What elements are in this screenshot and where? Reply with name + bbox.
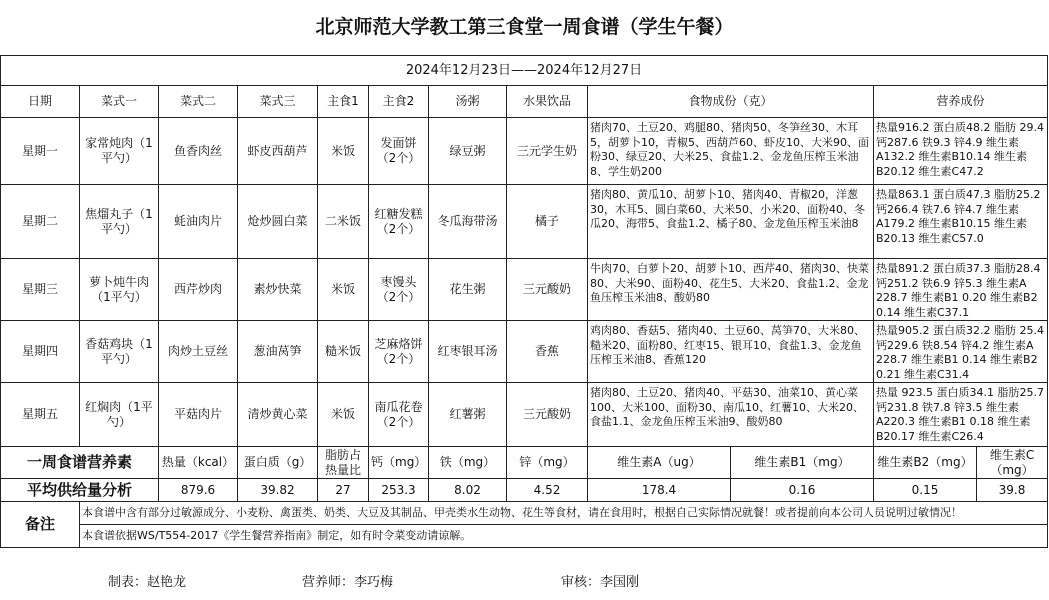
summary-col-name: 热量（kcal） [159,447,238,479]
footer-reviewer: 审核：李国刚 [561,575,640,590]
dish3-cell: 炝炒圆白菜 [238,185,318,259]
soup-cell: 绿豆粥 [429,118,507,185]
staple1-cell: 米饭 [318,383,369,447]
dish3-cell: 葱油莴笋 [238,321,318,383]
soup-cell: 红枣银耳汤 [429,321,507,383]
menu-table [0,55,1048,548]
summary-label: 一周食谱营养素 [1,447,159,479]
staple1-cell: 米饭 [318,118,369,185]
summary-value: 8.02 [429,479,507,502]
header-cell: 菜式二 [159,86,238,118]
header-cell: 菜式三 [238,86,318,118]
notes-row [1,525,1048,548]
header-cell: 营养成份 [874,86,1048,118]
dish1-cell: 红焖肉（1平勺） [80,383,159,447]
fruit-cell: 三元酸奶 [507,383,588,447]
ingredients-cell: 猪肉80、土豆20、猪肉40、平菇30、油菜10、黄心菜100、大米100、面粉30、南瓜10、红薯10、大米20、食盐1.1、金龙鱼压榨玉米油9、酸奶80 [588,383,874,447]
header-cell: 日期 [1,86,80,118]
dish2-cell: 平菇肉片 [159,383,238,447]
staple1-cell: 二米饭 [318,185,369,259]
summary-col-name: 钙（mg） [369,447,429,479]
summary-col-name: 维生素C（mg） [977,447,1048,479]
dish1-cell: 香菇鸡块（1平勺） [80,321,159,383]
header-cell: 水果饮品 [507,86,588,118]
ingredients-cell: 猪肉70、土豆20、鸡腿80、猪肉50、冬笋丝30、木耳5，胡萝卜10，青椒5、西葫芦60、虾皮10、大米90、面粉30、绿豆20、大米25、食盐1.2、金龙鱼压榨玉米油8、学生奶200 [588,118,874,185]
summary-value: 0.15 [874,479,977,502]
nutrition-cell: 热量891.2 蛋白质37.3 脂肪28.4 钙251.2 铁6.9 锌5.3 维生素A 228.7 维生素B1 0.20 维生素B2 0.14 维生素C37.1 [874,259,1048,321]
dish2-cell: 蚝油肉片 [159,185,238,259]
summary-value: 4.52 [507,479,588,502]
header-cell: 食物成份（克） [588,86,874,118]
fruit-cell: 香蕉 [507,321,588,383]
dish1-cell: 焦熘丸子（1平勺） [80,185,159,259]
ingredients-cell: 猪肉80、黄瓜10、胡萝卜10、猪肉40、青椒20，洋葱30，木耳5、圆白菜60、大米50、小米20、面粉40、冬瓜20、海带5、食盐1.2、橘子80、金龙鱼压榨玉米油8 [588,185,874,259]
header-row [1,86,1048,118]
notes-label: 备注 [1,502,80,548]
summary-col-name: 维生素B1（mg） [731,447,874,479]
day-row [1,185,1048,259]
soup-cell: 花生粥 [429,259,507,321]
summary-header-row [1,447,1048,479]
summary-value: 39.82 [238,479,318,502]
day-row [1,383,1048,447]
fruit-cell: 三元酸奶 [507,259,588,321]
day-cell: 星期五 [1,383,80,447]
nutrition-cell: 热量916.2 蛋白质48.2 脂肪 29.4钙287.6 铁9.3 锌4.9 维生素A132.2 维生素B10.14 维生素B20.12 维生素C47.2 [874,118,1048,185]
staple2-cell: 枣馒头（2个） [369,259,429,321]
dish2-cell: 肉炒土豆丝 [159,321,238,383]
summary-value: 253.3 [369,479,429,502]
notes-line-2: 本食谱依据WS/T554-2017《学生餐营养指南》制定，如有时令菜变动请谅解。 [80,525,1048,548]
summary-value: 178.4 [588,479,731,502]
staple1-cell: 糙米饭 [318,321,369,383]
fruit-cell: 三元学生奶 [507,118,588,185]
summary-value: 27 [318,479,369,502]
summary-col-name: 维生素A（ug） [588,447,731,479]
summary-col-name: 维生素B2（mg） [874,447,977,479]
dish1-cell: 萝卜炖牛肉（1平勺） [80,259,159,321]
day-row [1,321,1048,383]
dish3-cell: 清炒黄心菜 [238,383,318,447]
day-cell: 星期二 [1,185,80,259]
day-cell: 星期四 [1,321,80,383]
day-cell: 星期一 [1,118,80,185]
header-cell: 主食2 [369,86,429,118]
date-row [1,56,1048,86]
nutrition-cell: 热量 923.5 蛋白质34.1 脂肪25.7钙231.8 铁7.8 锌3.5 维生素A220.3 维生素B1 0.18 维生素B20.17 维生素C26.4 [874,383,1048,447]
staple2-cell: 芝麻烙饼（2个） [369,321,429,383]
summary-col-name: 蛋白质（g） [238,447,318,479]
dish2-cell: 鱼香肉丝 [159,118,238,185]
nutrition-cell: 热量863.1 蛋白质47.3 脂肪25.2 钙266.4 铁7.6 锌4.7 维生素A179.2 维生素B10.15 维生素B20.13 维生素C57.0 [874,185,1048,259]
ingredients-cell: 牛肉70、白萝卜20、胡萝卜10、西芹40、猪肉30、快菜80、大米90、面粉40、花生5、大米20、食盐1.2、金龙鱼压榨玉米油8、酸奶80 [588,259,874,321]
summary-value-row [1,479,1048,502]
avg-label: 平均供给量分析 [1,479,159,502]
fruit-cell: 橘子 [507,185,588,259]
header-cell: 主食1 [318,86,369,118]
day-row [1,259,1048,321]
notes-row [1,502,1048,525]
summary-value: 39.8 [977,479,1048,502]
dish3-cell: 素炒快菜 [238,259,318,321]
day-cell: 星期三 [1,259,80,321]
summary-col-name: 锌（mg） [507,447,588,479]
staple1-cell: 米饭 [318,259,369,321]
footer-dietitian: 营养师：李巧梅 [302,575,394,590]
summary-value: 0.16 [731,479,874,502]
soup-cell: 冬瓜海带汤 [429,185,507,259]
page-title: 北京师范大学教工第三食堂一周食谱（学生午餐） [315,16,734,38]
footer-maker: 制表：赵艳龙 [108,575,187,590]
dish1-cell: 家常炖肉（1平勺） [80,118,159,185]
summary-col-name: 脂肪占热量比 [318,447,369,479]
nutrition-cell: 热量905.2 蛋白质32.2 脂肪 25.4 钙229.6 铁8.54 锌4.2 维生素A 228.7 维生素B1 0.14 维生素B2 0.21 维生素C31.4 [874,321,1048,383]
dish3-cell: 虾皮西葫芦 [238,118,318,185]
summary-value: 879.6 [159,479,238,502]
header-cell: 汤粥 [429,86,507,118]
notes-line-1: 本食谱中含有部分过敏源成分、小麦粉、禽蛋类、奶类、大豆及其制品、甲壳类水生动物、花生等食材，请在食用时，根据自己实际情况就餐！或者提前向本公司人员说明过敏情况！ [80,502,1048,525]
staple2-cell: 红糖发糕（2个） [369,185,429,259]
staple2-cell: 南瓜花卷（2个） [369,383,429,447]
staple2-cell: 发面饼（2个） [369,118,429,185]
ingredients-cell: 鸡肉80、香菇5、猪肉40、土豆60、莴笋70、大米80、糙米20、面粉80、红枣15、银耳10、食盐1.3、金龙鱼压榨玉米油8、香蕉120 [588,321,874,383]
date-range: 2024年12月23日——2024年12月27日 [1,56,1048,86]
day-row [1,118,1048,185]
summary-col-name: 铁（mg） [429,447,507,479]
header-cell: 菜式一 [80,86,159,118]
footer [0,563,1049,600]
soup-cell: 红薯粥 [429,383,507,447]
dish2-cell: 西芹炒肉 [159,259,238,321]
